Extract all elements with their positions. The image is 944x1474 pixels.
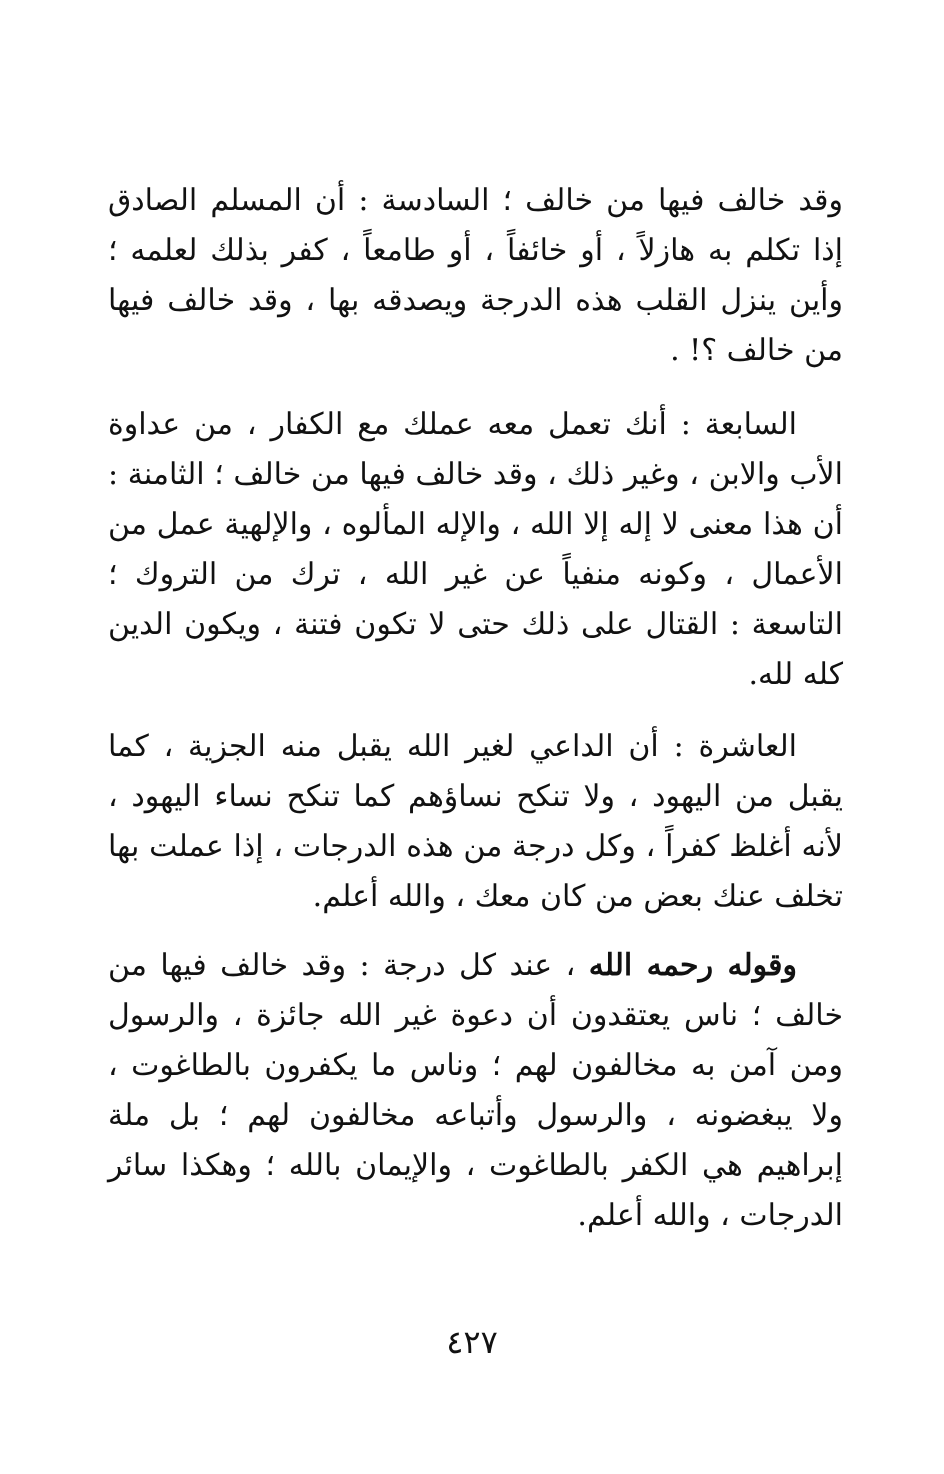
bold-lead-phrase: وقوله رحمه الله	[588, 948, 797, 983]
paragraph-text: السابعة : أنك تعمل معه عملك مع الكفار ، من عداوة الأب والابن ، وغير ذلك ، وقد خالف فيها من خالف ؛ الثامنة : أن هذا معنى لا إله إلا الله ، والإله المألوه ، والإلهية عمل من الأعمال ، وكونه منفياً عن غير الله ، ترك من التروك ؛ التاسعة : القتال على ذلك حتى لا تكون فتنة ، ويكون الدين كله لله.	[108, 407, 844, 692]
paragraph-text: العاشرة : أن الداعي لغير الله يقبل منه الجزية ، كما يقبل من اليهود ، ولا تنكح نساؤهم كما تنكح نساء اليهود ، لأنه أغلظ كفراً ، وكل درجة من هذه الدرجات ، إذا عملت بها تخلف عنك بعض من كان معك ، والله أعلم.	[108, 729, 843, 914]
paragraph-sixth	[108, 176, 843, 376]
page-number: ٤٢٧	[446, 1323, 498, 1361]
paragraph-tenth	[108, 722, 843, 922]
paragraph-commentary	[108, 941, 843, 1241]
paragraph-text: ، عند كل درجة : وقد خالف فيها من خالف ؛ ناس يعتقدون أن دعوة غير الله جائزة ، والرسول ومن آمن به مخالفون لهم ؛ وناس ما يكفرون بالطاغوت ، ولا يبغضونه ، والرسول وأتباعه مخالفون لهم ؛ بل ملة إبراهيم هي الكفر بالطاغوت ، والإيمان بالله ؛ وهكذا سائر الدرجات ، والله أعلم.	[108, 948, 843, 1233]
paragraph-text: وقد خالف فيها من خالف ؛ السادسة : أن المسلم الصادق إذا تكلم به هازلاً ، أو خائفاً ، أو طامعاً ، كفر بذلك لعلمه ؛ وأين ينزل القلب هذه الدرجة ويصدقه بها ، وقد خالف فيها من خالف ؟! .	[108, 183, 843, 368]
paragraph-seventh-to-ninth	[108, 400, 843, 700]
